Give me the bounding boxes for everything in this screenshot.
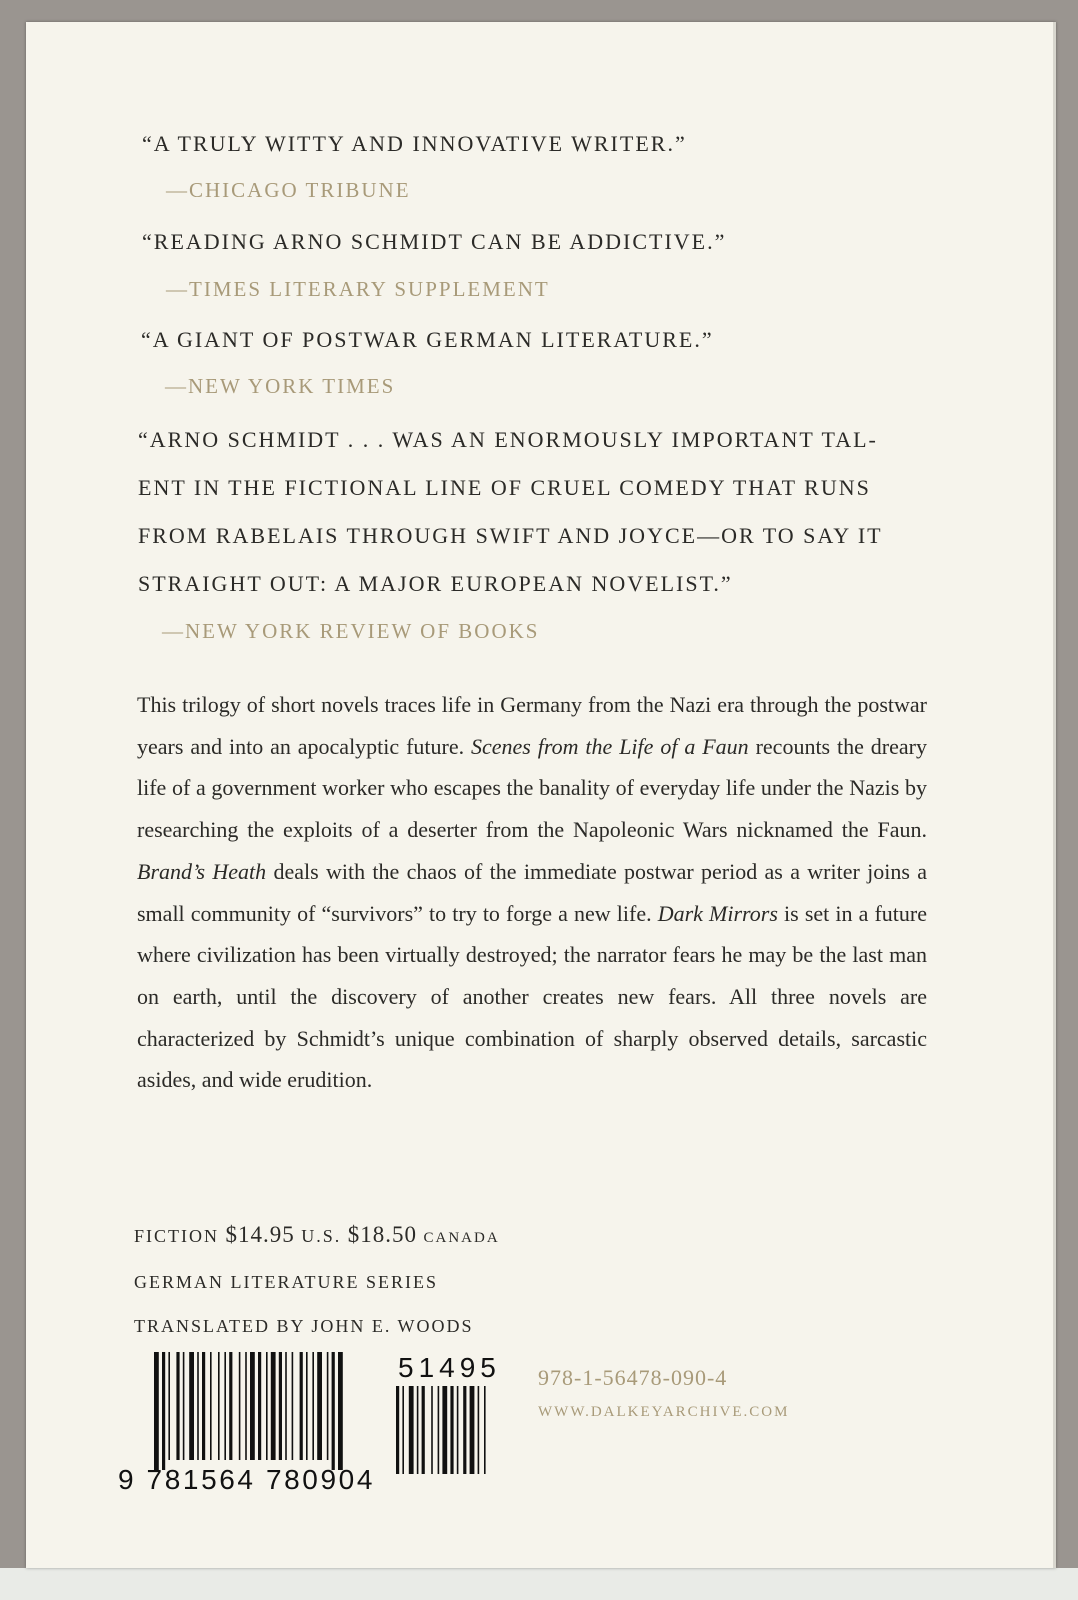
barcode-bar	[154, 1352, 159, 1470]
quote-4-source: —NEW YORK REVIEW OF BOOKS	[162, 619, 540, 643]
barcode-bar	[258, 1352, 261, 1460]
barcode-bar	[266, 1352, 268, 1460]
barcode-bar	[300, 1352, 303, 1460]
barcode	[118, 1352, 510, 1504]
publisher-website: WWW.DALKEYARCHIVE.COM	[538, 1404, 790, 1420]
barcode-bar	[292, 1352, 294, 1460]
barcode-bar	[250, 1352, 255, 1460]
barcode-bar	[338, 1352, 343, 1470]
barcode-bar	[162, 1352, 165, 1470]
barcode-addon-bar	[442, 1386, 447, 1474]
barcode-addon-bar	[470, 1386, 475, 1474]
category: FICTION	[134, 1226, 219, 1246]
barcode-addon-bar	[417, 1386, 419, 1474]
book-back-cover	[26, 22, 1056, 1568]
barcode-addon-bar	[396, 1386, 399, 1474]
barcode-bar	[168, 1352, 170, 1460]
barcode-bar	[332, 1352, 335, 1470]
barcode-bar	[224, 1352, 226, 1460]
barcode-bar	[229, 1352, 232, 1460]
barcode-bar	[210, 1352, 212, 1460]
barcode-bar	[312, 1352, 314, 1460]
barcode-bar	[202, 1352, 205, 1460]
barcode-addon-bar	[484, 1386, 486, 1474]
barcode-addon-bar	[463, 1386, 466, 1474]
barcode-bar	[239, 1352, 241, 1460]
barcode-bar	[285, 1352, 287, 1460]
barcode-addon-bar	[457, 1386, 459, 1474]
barcode-bar	[176, 1352, 179, 1460]
quote-3: “A GIANT OF POSTWAR GERMAN LITERATURE.”	[141, 327, 714, 352]
series-line: GERMAN LITERATURE SERIES	[134, 1272, 438, 1292]
barcode-bar	[197, 1352, 199, 1460]
title-brands-heath: Brand’s Heath	[137, 858, 267, 884]
barcode-bar	[218, 1352, 220, 1460]
scan-background	[0, 1568, 1078, 1600]
barcode-bar	[317, 1352, 322, 1460]
isbn: 978-1-56478-090-4	[538, 1365, 728, 1390]
barcode-addon-bar	[478, 1386, 480, 1474]
cover-edge	[1053, 22, 1056, 1568]
description-part-2: recounts the dreary life of a government worker who escapes the banality of everyday life under the Nazis by researching the exploits of a deserter from the Napoleonic Wars nicknamed the Faun.	[137, 733, 927, 843]
barcode-bar	[189, 1352, 194, 1460]
description-part-3: deals with the chaos of the immediate postwar period as a writer joins a small community of “survivors” to try to forge a new life.	[137, 858, 927, 926]
quote-4-line-4: STRAIGHT OUT: A MAJOR EUROPEAN NOVELIST.”	[138, 571, 733, 596]
quote-1: “A TRULY WITTY AND INNOVATIVE WRITER.”	[142, 131, 687, 156]
description-part-4: is set in a future where civilization has been virtually destroyed; the narrator fears he may be the last man on earth, until the discovery of another creates new fears. All three novels are characterized by Schmidt’s unique combination of sharply observed details, sarcastic asides, and wide erudition.	[137, 900, 927, 1093]
price-us: $14.95	[225, 1222, 295, 1247]
price-line	[134, 1222, 500, 1248]
quote-2-source: —TIMES LITERARY SUPPLEMENT	[166, 277, 550, 301]
barcode-addon-bar	[409, 1386, 414, 1474]
barcode-digits: 9 781564 780904	[118, 1464, 375, 1495]
book-description	[137, 684, 927, 1101]
quote-4-line-2: ENT IN THE FICTIONAL LINE OF CRUEL COMEDY THAT RUNS	[138, 475, 871, 500]
quote-4-line-1: “ARNO SCHMIDT . . . WAS AN ENORMOUSLY IMPORTANT TAL-	[138, 427, 878, 452]
price-us-label: U.S.	[301, 1226, 342, 1246]
quote-2: “READING ARNO SCHMIDT CAN BE ADDICTIVE.”	[142, 229, 727, 254]
description-part-1: This trilogy of short novels traces life in Germany from the Nazi era through the postwar years and into an apocalyptic future.	[137, 692, 927, 759]
title-scenes-from-the-life-of-a-faun: Scenes from the Life of a Faun	[471, 733, 749, 759]
barcode-addon-digits: 51495	[398, 1352, 501, 1383]
barcode-bar	[183, 1352, 185, 1460]
barcode-bar	[279, 1352, 282, 1460]
barcode-addon-bar	[422, 1386, 425, 1474]
barcode-bar	[306, 1352, 308, 1460]
title-dark-mirrors: Dark Mirrors	[657, 900, 778, 926]
barcode-addon-bar	[438, 1386, 440, 1474]
barcode-addon-bar	[431, 1386, 433, 1474]
quote-4-line-3: FROM RABELAIS THROUGH SWIFT AND JOYCE—OR TO SAY IT	[138, 523, 883, 548]
barcode-addon-bar	[402, 1386, 404, 1474]
price-canada: $18.50	[347, 1222, 418, 1247]
price-canada-label: CANADA	[423, 1230, 500, 1246]
barcode-bar	[245, 1352, 247, 1460]
barcode-bar	[271, 1352, 276, 1460]
quote-1-source: —CHICAGO TRIBUNE	[166, 178, 411, 202]
barcode-bar	[327, 1352, 329, 1460]
barcode-addon-bar	[450, 1386, 453, 1474]
quote-3-source: —NEW YORK TIMES	[165, 374, 396, 398]
translator-line: TRANSLATED BY JOHN E. WOODS	[134, 1316, 474, 1336]
